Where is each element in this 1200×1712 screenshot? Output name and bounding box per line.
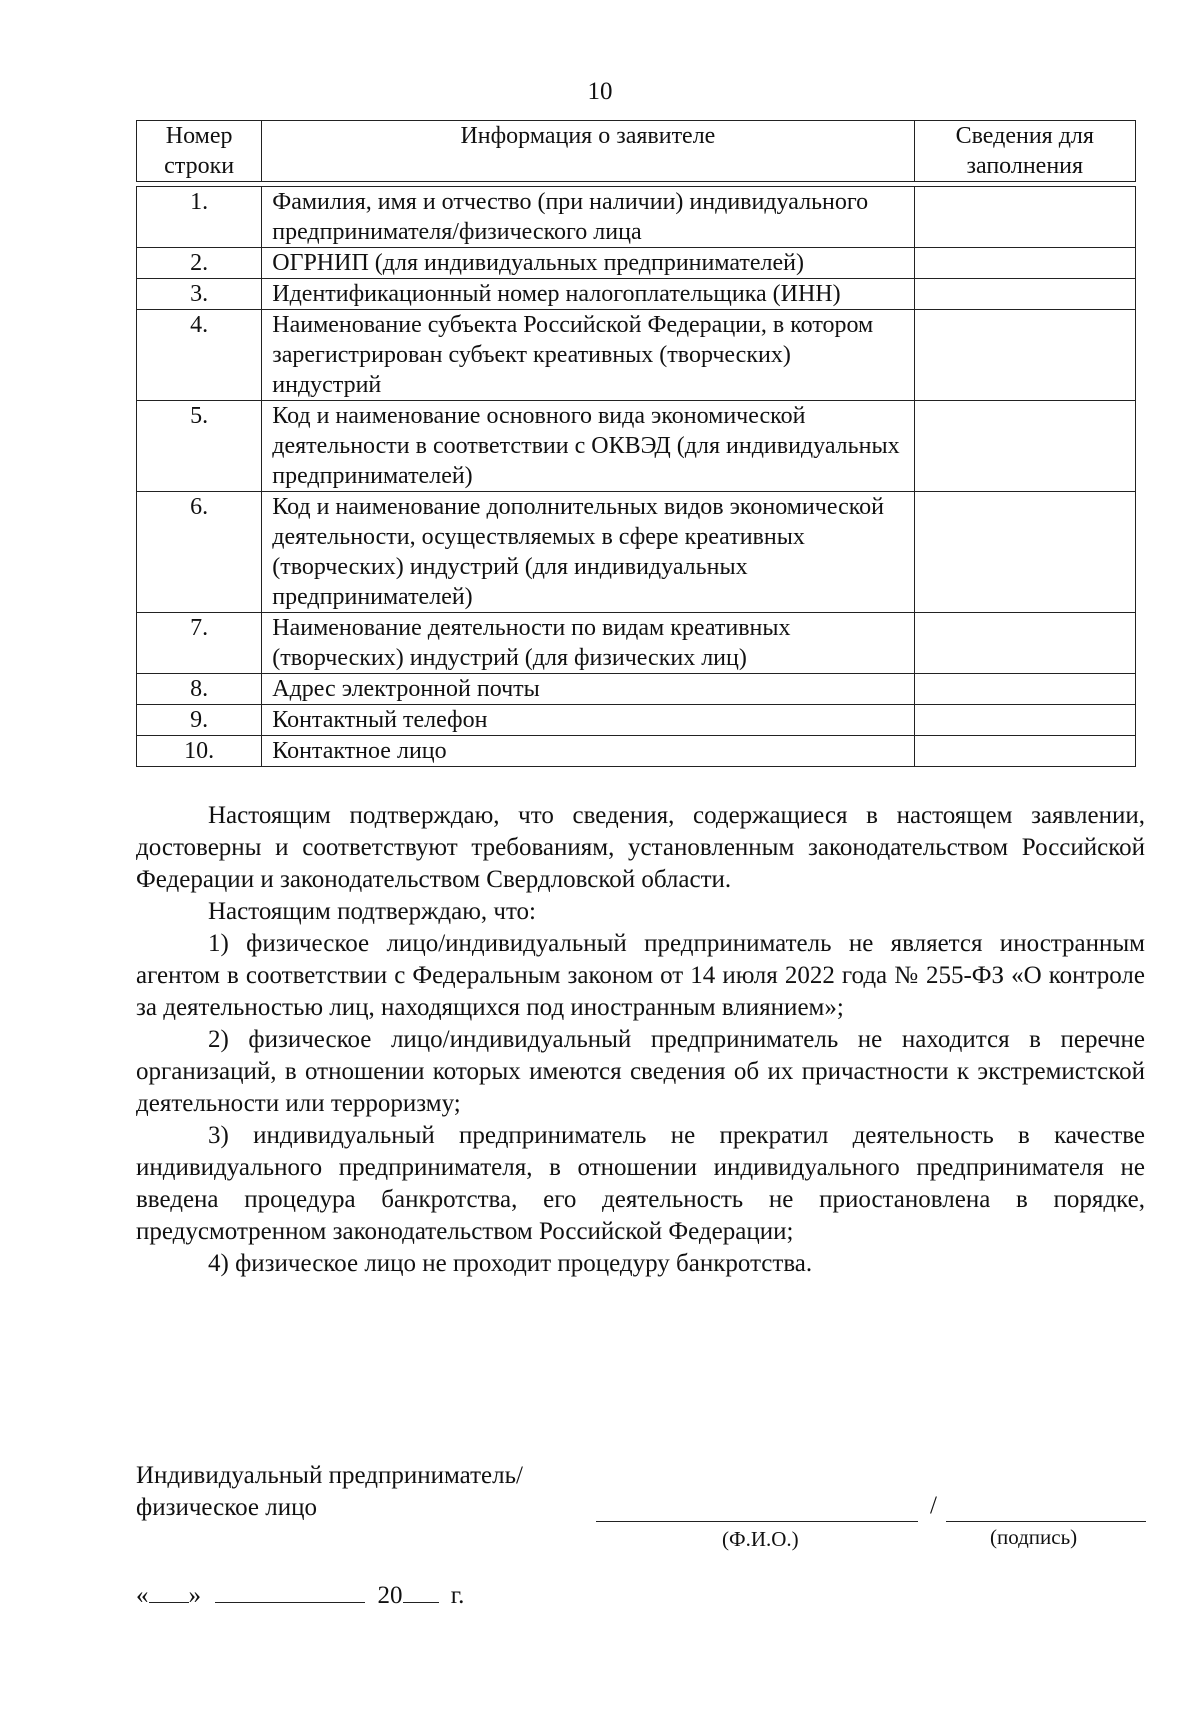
applicant-info-table bbox=[136, 120, 1136, 767]
table-body bbox=[137, 182, 1136, 767]
date-close-quote: » bbox=[188, 1582, 201, 1609]
row-number: 9. bbox=[137, 705, 262, 736]
confirmation-paragraph: Настоящим подтверждаю, что сведения, содержащиеся в настоящем заявлении, достоверны и соответствуют требованиям, установленным законодательством Российской Федерации и законодательством Свердловской области. bbox=[136, 802, 1145, 893]
table-row bbox=[137, 736, 1136, 767]
row-number: 10. bbox=[137, 736, 262, 767]
confirmation-item-4: 4) физическое лицо не проходит процедуру банкротства. bbox=[208, 1250, 813, 1277]
row-info: Код и наименование дополнительных видов экономической деятельности, осуществляемых в сфере креативных (творческих) индустрий (для индивидуальных предпринимателей) bbox=[262, 492, 914, 613]
table-row bbox=[137, 279, 1136, 310]
year-suffix: г. bbox=[450, 1582, 465, 1609]
confirmation-item-2: 2) физическое лицо/индивидуальный предприниматель не находится в перечне организаций, в отношении которых имеются сведения об их причастности к экстремистской деятельности или терроризму; bbox=[136, 1026, 1145, 1117]
fio-field[interactable] bbox=[596, 1521, 918, 1522]
row-number: 2. bbox=[137, 248, 262, 279]
confirmation-text bbox=[136, 800, 1145, 1280]
table-row bbox=[137, 248, 1136, 279]
row-fill-cell[interactable] bbox=[914, 492, 1135, 613]
row-fill-cell[interactable] bbox=[914, 279, 1135, 310]
row-info: Код и наименование основного вида экономической деятельности в соответствии с ОКВЭД (для индивидуальных предпринимателей) bbox=[262, 401, 914, 492]
row-number: 6. bbox=[137, 492, 262, 613]
fio-caption: (Ф.И.О.) bbox=[722, 1527, 799, 1551]
row-fill-cell[interactable] bbox=[914, 736, 1135, 767]
row-number: 7. bbox=[137, 613, 262, 674]
month-field[interactable] bbox=[215, 1580, 365, 1603]
table-header-row bbox=[137, 121, 1136, 182]
signer-role-line1: Индивидуальный предприниматель/ bbox=[136, 1462, 523, 1489]
row-info: Контактный телефон bbox=[262, 705, 914, 736]
row-info: Адрес электронной почты bbox=[262, 674, 914, 705]
confirmation-intro: Настоящим подтверждаю, что: bbox=[208, 898, 537, 925]
row-info: Идентификационный номер налогоплательщика (ИНН) bbox=[262, 279, 914, 310]
year-prefix: 20 bbox=[377, 1582, 403, 1609]
row-fill-cell[interactable] bbox=[914, 674, 1135, 705]
table-row bbox=[137, 401, 1136, 492]
table-row bbox=[137, 705, 1136, 736]
row-fill-cell[interactable] bbox=[914, 248, 1135, 279]
row-fill-cell[interactable] bbox=[914, 401, 1135, 492]
table-row bbox=[137, 492, 1136, 613]
signature-caption: (подпись) bbox=[990, 1525, 1078, 1549]
row-info: Наименование деятельности по видам креативных (творческих) индустрий (для физических лиц) bbox=[262, 613, 914, 674]
row-fill-cell[interactable] bbox=[914, 187, 1135, 248]
date-open-quote: « bbox=[136, 1582, 149, 1609]
signature-field[interactable] bbox=[946, 1521, 1146, 1522]
row-number: 3. bbox=[137, 279, 262, 310]
row-fill-cell[interactable] bbox=[914, 613, 1135, 674]
header-fill-info: Сведения для заполнения bbox=[914, 121, 1135, 182]
row-number: 4. bbox=[137, 310, 262, 401]
table-row bbox=[137, 674, 1136, 705]
table-row bbox=[137, 310, 1136, 401]
header-applicant-info: Информация о заявителе bbox=[262, 121, 914, 182]
signer-role-line2: физическое лицо bbox=[136, 1494, 317, 1521]
row-number: 5. bbox=[137, 401, 262, 492]
row-info: ОГРНИП (для индивидуальных предпринимателей) bbox=[262, 248, 914, 279]
row-number: 1. bbox=[137, 187, 262, 248]
year-field[interactable] bbox=[403, 1580, 439, 1603]
row-fill-cell[interactable] bbox=[914, 310, 1135, 401]
signature-block bbox=[136, 1460, 1145, 1524]
row-info: Наименование субъекта Российской Федерации, в котором зарегистрирован субъект креативных (творческих) индустрий bbox=[262, 310, 914, 401]
table-row bbox=[137, 613, 1136, 674]
day-field[interactable] bbox=[149, 1580, 189, 1603]
confirmation-item-1: 1) физическое лицо/индивидуальный предприниматель не является иностранным агентом в соответствии с Федеральным законом от 14 июля 2022 года № 255-ФЗ «О контроле за деятельностью лиц, находящихся под иностранным влиянием»; bbox=[136, 930, 1145, 1021]
row-number: 8. bbox=[137, 674, 262, 705]
row-fill-cell[interactable] bbox=[914, 705, 1135, 736]
confirmation-item-3: 3) индивидуальный предприниматель не прекратил деятельность в качестве индивидуального предпринимателя, в отношении индивидуального предпринимателя не введена процедура банкротства, его деятельность не приостановлена в порядке, предусмотренном законодательством Российской Федерации; bbox=[136, 1122, 1145, 1245]
row-info: Фамилия, имя и отчество (при наличии) индивидуального предпринимателя/физического лица bbox=[262, 187, 914, 248]
page-number: 10 bbox=[587, 78, 613, 105]
date-line bbox=[136, 1580, 464, 1610]
row-info: Контактное лицо bbox=[262, 736, 914, 767]
table-row bbox=[137, 187, 1136, 248]
signature-separator: / bbox=[930, 1492, 937, 1519]
header-row-number: Номер строки bbox=[137, 121, 262, 182]
